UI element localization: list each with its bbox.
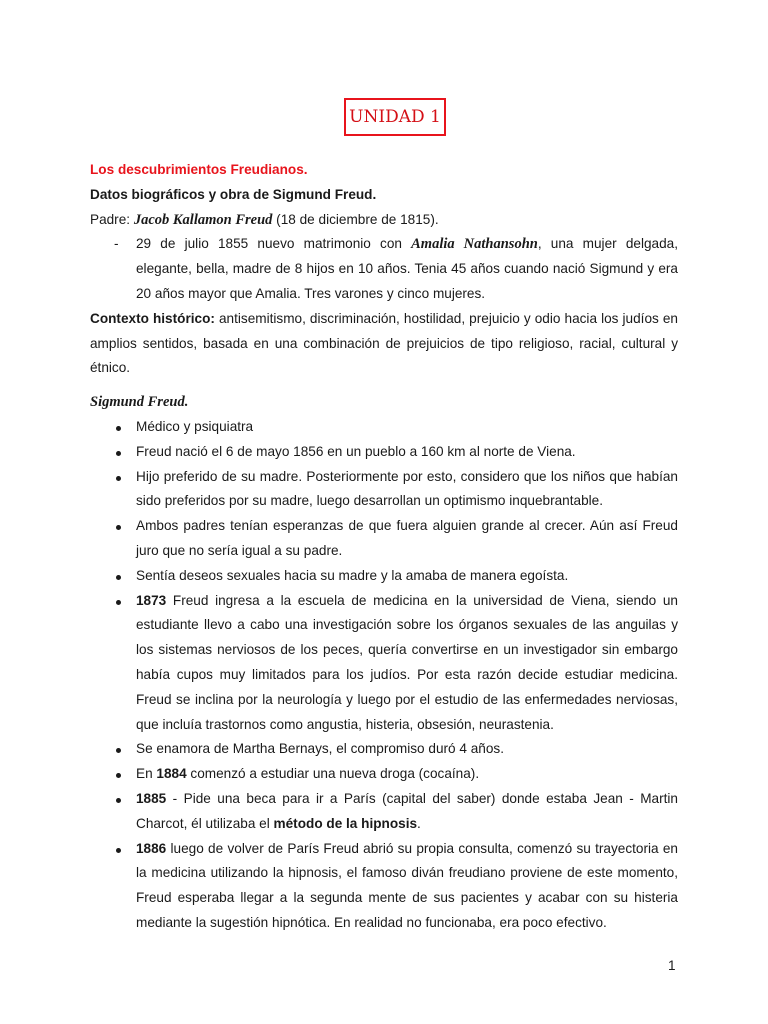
year-label: 1886 <box>136 840 167 856</box>
list-item <box>136 564 678 589</box>
bullet-text: Hijo preferido de su madre. Posteriormente por esto, considero que los niños que habían sido preferidos por su madre, luego desarrollan un optimismo inquebrantable. <box>136 468 678 509</box>
section-title: Sigmund Freud. <box>90 394 189 411</box>
bullet-icon <box>116 451 121 456</box>
chapter-subtitle: Datos biográficos y obra de Sigmund Freud. <box>90 186 377 202</box>
unit-title-box <box>344 98 446 136</box>
bullet-icon <box>116 848 121 853</box>
hypnosis-method: método de la hipnosis <box>273 815 418 831</box>
list-item <box>136 465 678 515</box>
dash-list <box>90 232 678 306</box>
bullet-text: luego de volver de París Freud abrió su propia consulta, comenzó su trayectoria en la medicina utilizando la hipnosis, el famoso diván freudiano proviene de este momento, Freud esperaba llegar a la segunda mente de sus pacientes y acabar con su histeria mediante la sugestión hipnótica. En realidad no funcionaba, era poco efectivo. <box>136 840 678 930</box>
father-prefix: Padre: <box>90 211 134 227</box>
bullet-text: Sentía deseos sexuales hacia su madre y la amaba de manera egoísta. <box>136 567 569 583</box>
bullet-text: Freud ingresa a la escuela de medicina en la universidad de Viena, siendo un estudiante llevo a cabo una investigación sobre los órganos sexuales de las anguilas y los sistemas nerviosos de los peces, quería convertirse en un investigador sin embargo había cupos muy limitados para los judíos. Por esta razón decide estudiar medicina. Freud se inclina por la neurología y luego por el estudio de las enfermedades nerviosas, que incluía trastornos como angustia, histeria, obsesión, neurastenia. <box>136 592 678 732</box>
bullet-list <box>90 415 678 936</box>
unit-title: UNIDAD 1 <box>349 107 441 127</box>
document-body <box>90 158 678 936</box>
bullet-text-before: En <box>136 766 157 782</box>
list-item <box>114 232 678 306</box>
father-suffix: (18 de diciembre de 1815). <box>272 211 439 227</box>
bullet-text: Ambos padres tenían esperanzas de que fuera alguien grande al crecer. Aún así Freud juro que no sería igual a su padre. <box>136 518 678 558</box>
list-item <box>136 514 678 564</box>
list-item <box>136 737 678 762</box>
bullet-icon <box>116 748 121 753</box>
year-label: 1873 <box>136 592 167 608</box>
mother-name: Amalia Nathansohn <box>411 236 538 253</box>
list-item <box>136 589 678 738</box>
bullet-icon <box>116 476 121 481</box>
bullet-text: Se enamora de Martha Bernays, el compromiso duró 4 años. <box>136 741 504 757</box>
year-label: 1884 <box>156 766 187 782</box>
year-label: 1885 <box>136 790 167 806</box>
bullet-icon <box>116 600 121 605</box>
bullet-text: Médico y psiquiatra <box>136 418 254 434</box>
context-label: Contexto histórico: <box>90 310 215 326</box>
bullet-text-after: comenzó a estudiar una nueva droga (cocaína). <box>186 766 480 782</box>
dash-marker: - <box>114 236 119 252</box>
list-item <box>136 837 678 936</box>
father-name: Jacob Kallamon Freud <box>133 211 273 228</box>
list-item <box>136 762 678 787</box>
bullet-icon <box>116 798 121 803</box>
context-paragraph <box>90 307 678 381</box>
list-item <box>136 415 678 440</box>
bullet-icon <box>116 773 121 778</box>
bullet-text: - Pide una beca para ir a París (capital del saber) donde estaba Jean - Martin Charcot, él utilizaba el <box>136 790 678 831</box>
list-item <box>136 787 678 837</box>
page-number: 1 <box>668 958 676 973</box>
dash-text-after: , una mujer delgada, elegante, bella, madre de 8 hijos en 10 años. Tenia 45 años cuando nació Sigmund y era 20 años mayor que Amalia. Tres varones y cinco mujeres. <box>136 236 678 301</box>
bullet-text: Freud nació el 6 de mayo 1856 en un pueblo a 160 km al norte de Viena. <box>136 443 576 459</box>
bullet-text-end: . <box>417 815 421 831</box>
bullet-icon <box>116 525 121 530</box>
bullet-icon <box>116 426 121 431</box>
list-item <box>136 440 678 465</box>
dash-text-before: 29 de julio 1855 nuevo matrimonio con <box>136 236 412 252</box>
bullet-icon <box>116 575 121 580</box>
father-line <box>90 208 678 233</box>
context-text: antisemitismo, discriminación, hostilidad, prejuicio y odio hacia los judíos en amplios sentidos, basada en una combinación de prejuicios de tipo religioso, racial, cultural y étnico. <box>90 310 678 376</box>
chapter-title: Los descubrimientos Freudianos. <box>90 162 308 177</box>
